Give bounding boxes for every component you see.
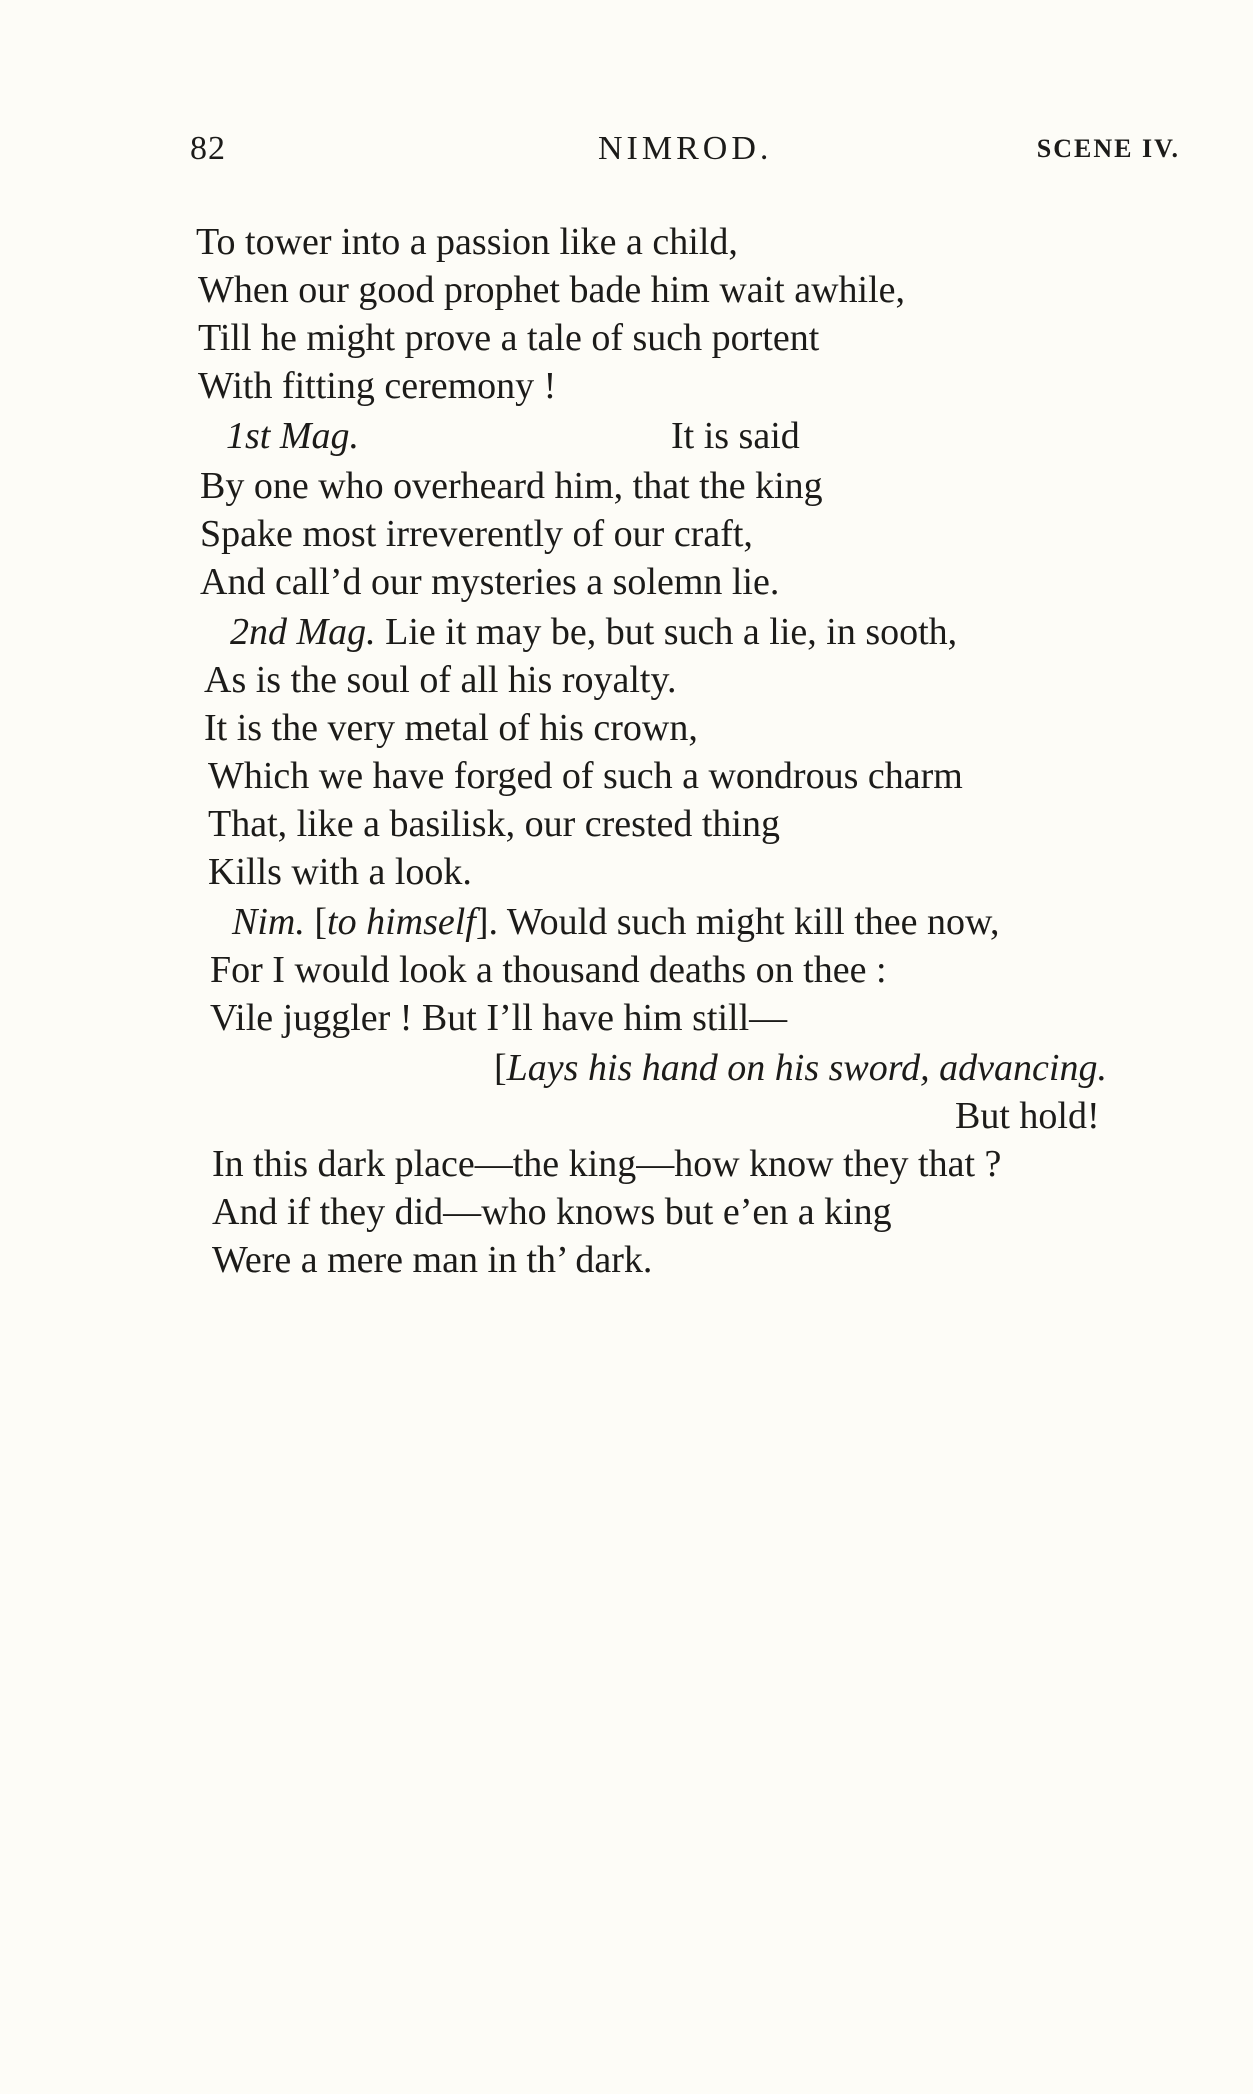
speech-text: Would such might kill thee now,	[506, 901, 1000, 943]
verse-line: When our good prophet bade him wait awhile,	[198, 269, 906, 311]
stage-bracket: [	[314, 901, 328, 943]
running-header	[190, 130, 1180, 180]
speaker-label: Nim.	[232, 901, 305, 943]
verse-line: And call’d our mysteries a solemn lie.	[200, 561, 780, 603]
verse-line-speech	[232, 900, 999, 944]
running-title: NIMROD.	[598, 130, 773, 167]
verse-line-continuation: It is said	[671, 415, 800, 457]
verse-line: By one who overheard him, that the king	[200, 465, 823, 507]
verse-line: For I would look a thousand deaths on thee :	[210, 949, 887, 991]
speech-text: Lie it may be, but such a lie, in sooth,	[385, 611, 958, 653]
verse-line: That, like a basilisk, our crested thing	[208, 803, 780, 845]
stage-bracket: [	[494, 1047, 507, 1089]
page-number: 82	[190, 130, 226, 167]
stage-direction: Lays his hand on his sword, advancing.	[506, 1047, 1107, 1089]
stage-direction: to himself	[327, 901, 476, 943]
verse-line: And if they did—who knows but e’en a king	[212, 1191, 892, 1233]
verse-line-speech	[230, 610, 957, 654]
verse-line-continuation: But hold!	[955, 1095, 1100, 1137]
speaker-label: 2nd Mag.	[230, 611, 376, 653]
verse-line: In this dark place—the king—how know they that ?	[212, 1143, 1002, 1185]
verse-line: With fitting ceremony !	[198, 365, 557, 407]
verse-line: Kills with a look.	[208, 851, 472, 893]
verse-line: Were a mere man in th’ dark.	[212, 1239, 653, 1281]
verse-line: To tower into a passion like a child,	[196, 221, 738, 263]
verse-line-speech	[226, 414, 359, 458]
verse-line: Vile juggler ! But I’ll have him still—	[210, 997, 788, 1039]
stage-bracket: ].	[475, 901, 498, 943]
verse-line: Which we have forged of such a wondrous charm	[208, 755, 963, 797]
verse-line: It is the very metal of his crown,	[204, 707, 698, 749]
speaker-label: 1st Mag.	[226, 415, 359, 457]
verse-line: Till he might prove a tale of such portent	[198, 317, 820, 359]
verse-line: Spake most irreverently of our craft,	[200, 513, 753, 555]
stage-direction-line	[494, 1046, 1107, 1090]
verse-line: As is the soul of all his royalty.	[204, 659, 677, 701]
scene-label: SCENE IV.	[1036, 134, 1180, 163]
